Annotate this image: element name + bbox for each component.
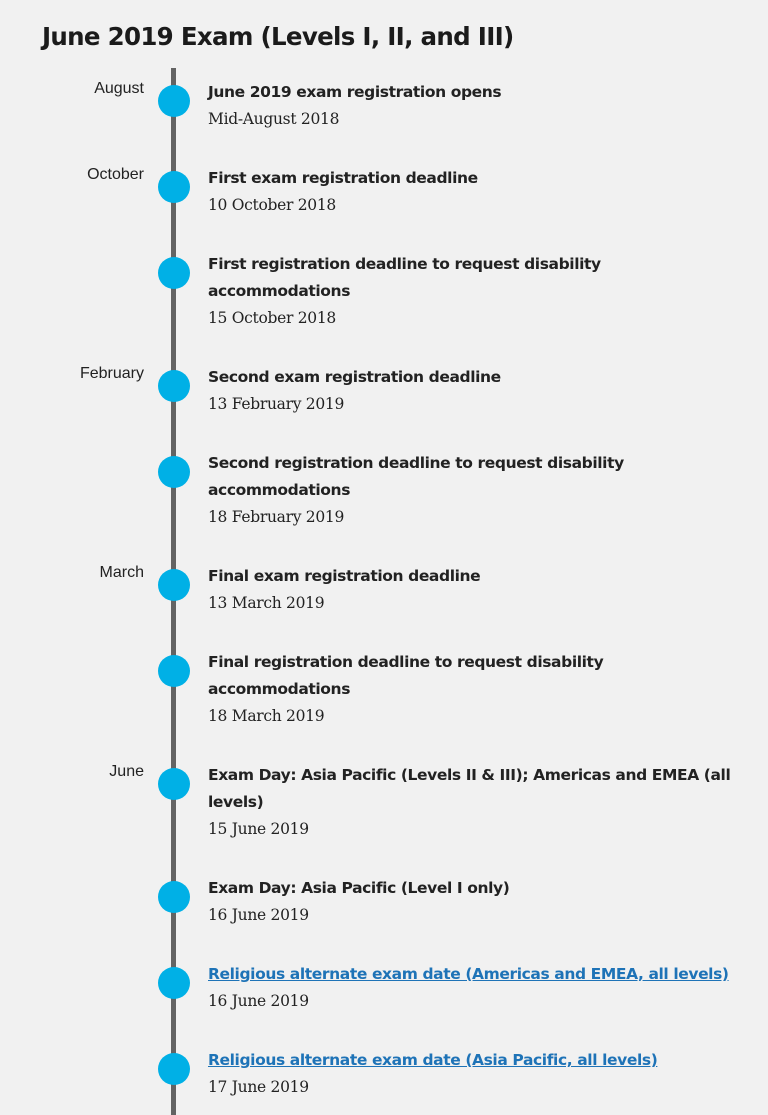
timeline-event-title: First registration deadline to request disability accommodations — [208, 255, 601, 300]
timeline-event-content — [208, 1047, 738, 1101]
timeline-event-content — [208, 165, 738, 219]
timeline-dot — [158, 171, 190, 203]
page-title: June 2019 Exam (Levels I, II, and III) — [42, 22, 514, 51]
timeline-dot — [158, 456, 190, 488]
religious-alternate-date-asia-pacific-link[interactable]: Religious alternate exam date (Asia Pacific, all levels) — [208, 1051, 658, 1069]
timeline-event-date: 15 October 2018 — [208, 309, 336, 327]
timeline-event-title: Second registration deadline to request disability accommodations — [208, 454, 624, 499]
timeline-dot — [158, 768, 190, 800]
timeline-event-date: 13 March 2019 — [208, 594, 325, 612]
timeline-month-label: February — [79, 365, 144, 382]
timeline-dot — [158, 967, 190, 999]
timeline-event-content — [208, 961, 738, 1015]
timeline-event-title: First exam registration deadline — [208, 169, 478, 187]
timeline-event-date: 13 February 2019 — [208, 395, 345, 413]
timeline-event-date: 18 February 2019 — [208, 508, 345, 526]
timeline-dot — [158, 569, 190, 601]
timeline-event-content — [208, 251, 738, 332]
timeline-event-date: 10 October 2018 — [208, 196, 336, 214]
timeline-dot — [158, 370, 190, 402]
timeline-event-title: Exam Day: Asia Pacific (Level I only) — [208, 879, 510, 897]
timeline-event-content — [208, 79, 738, 133]
timeline-event-content — [208, 649, 738, 730]
timeline-month-label: October — [87, 166, 144, 183]
timeline-event-title: June 2019 exam registration opens — [208, 83, 502, 101]
timeline-dot — [158, 85, 190, 117]
timeline-event-title: Final exam registration deadline — [208, 567, 481, 585]
timeline-month-label: August — [94, 80, 144, 97]
religious-alternate-date-americas-emea-link[interactable]: Religious alternate exam date (Americas and EMEA, all levels) — [208, 965, 729, 983]
timeline-event-date: 15 June 2019 — [208, 820, 309, 838]
timeline-event-date: 17 June 2019 — [208, 1078, 309, 1096]
timeline-dot — [158, 257, 190, 289]
timeline-month-label: March — [99, 564, 144, 581]
timeline-event-content — [208, 762, 738, 843]
timeline-event-date: Mid-August 2018 — [208, 110, 340, 128]
timeline-dot — [158, 655, 190, 687]
timeline-event-date: 16 June 2019 — [208, 992, 309, 1010]
timeline-dot — [158, 1053, 190, 1085]
timeline-event-date: 18 March 2019 — [208, 707, 325, 725]
timeline-event-content — [208, 450, 738, 531]
timeline-event-title: Exam Day: Asia Pacific (Levels II & III); Americas and EMEA (all levels) — [208, 766, 731, 811]
timeline-event-title: Final registration deadline to request disability accommodations — [208, 653, 604, 698]
timeline-event-content — [208, 364, 738, 418]
timeline-event-content — [208, 875, 738, 929]
timeline-event-content — [208, 563, 738, 617]
timeline-dot — [158, 881, 190, 913]
timeline-event-title: Second exam registration deadline — [208, 368, 501, 386]
timeline-event-date: 16 June 2019 — [208, 906, 309, 924]
timeline-month-label: June — [109, 763, 144, 780]
